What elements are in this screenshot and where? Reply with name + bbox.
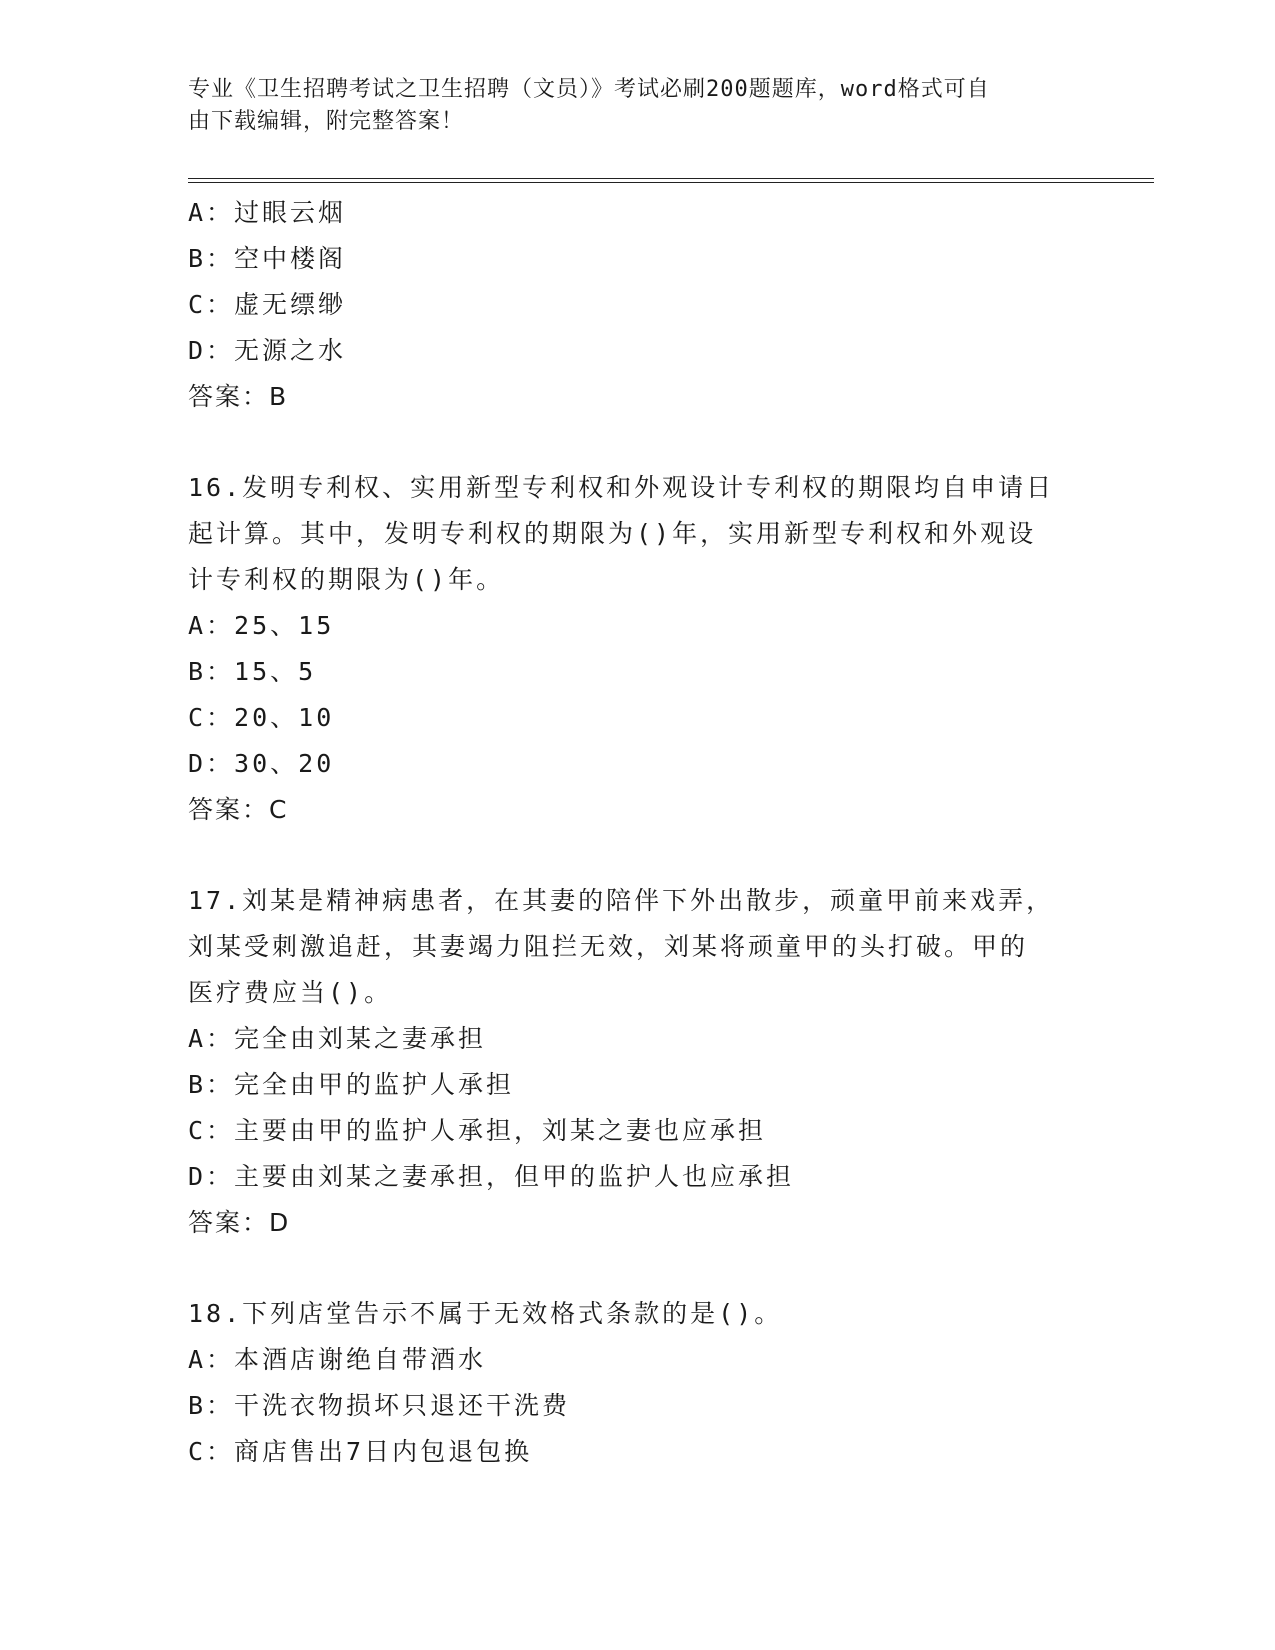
- option-c: C：商店售出7日内包退包换: [188, 1437, 533, 1466]
- option-d: D：主要由刘某之妻承担，但甲的监护人也应承担: [188, 1162, 795, 1191]
- option-b: B：15、5: [188, 657, 317, 686]
- header-divider-bottom: [188, 182, 1154, 183]
- question-text-line: 医疗费应当()。: [188, 978, 393, 1007]
- question-17: [188, 878, 1088, 1246]
- question-text-line: 17.刘某是精神病患者，在其妻的陪伴下外出散步，顽童甲前来戏弄，: [188, 886, 1055, 915]
- answer-line: 答案：C: [188, 795, 289, 824]
- question-text-line: 18.下列店堂告示不属于无效格式条款的是()。: [188, 1299, 783, 1328]
- option-b: B：空中楼阁: [188, 244, 347, 273]
- question-18: [188, 1291, 1088, 1475]
- option-a: A：25、15: [188, 611, 335, 640]
- question-text-line: 16.发明专利权、实用新型专利权和外观设计专利权的期限均自申请日: [188, 473, 1055, 502]
- question-text-line: 刘某受刺激追赶，其妻竭力阻拦无效，刘某将顽童甲的头打破。甲的: [188, 932, 1029, 961]
- option-a: A：过眼云烟: [188, 198, 347, 227]
- option-b: B：完全由甲的监护人承担: [188, 1070, 515, 1099]
- answer-line: 答案：D: [188, 1208, 291, 1237]
- option-a: A：本酒店谢绝自带酒水: [188, 1345, 487, 1374]
- question-16: [188, 465, 1088, 833]
- document-header: [188, 74, 1068, 138]
- question-text-line: 起计算。其中，发明专利权的期限为()年，实用新型专利权和外观设: [188, 519, 1037, 548]
- option-b: B：干洗衣物损坏只退还干洗费: [188, 1391, 571, 1420]
- header-line-2: 由下载编辑，附完整答案！: [188, 109, 465, 134]
- option-a: A：完全由刘某之妻承担: [188, 1024, 487, 1053]
- option-d: D：无源之水: [188, 336, 347, 365]
- question-list: [188, 190, 1088, 1475]
- option-c: C：主要由甲的监护人承担，刘某之妻也应承担: [188, 1116, 767, 1145]
- header-divider-top: [188, 178, 1154, 179]
- option-c: C：虚无缥缈: [188, 290, 347, 319]
- question-text-line: 计专利权的期限为()年。: [188, 565, 505, 594]
- header-line-1: 专业《卫生招聘考试之卫生招聘（文员）》考试必刷200题题库，word格式可自: [188, 77, 990, 102]
- option-c: C：20、10: [188, 703, 335, 732]
- answer-line: 答案：B: [188, 382, 289, 411]
- question-prev: [188, 190, 1088, 420]
- option-d: D：30、20: [188, 749, 335, 778]
